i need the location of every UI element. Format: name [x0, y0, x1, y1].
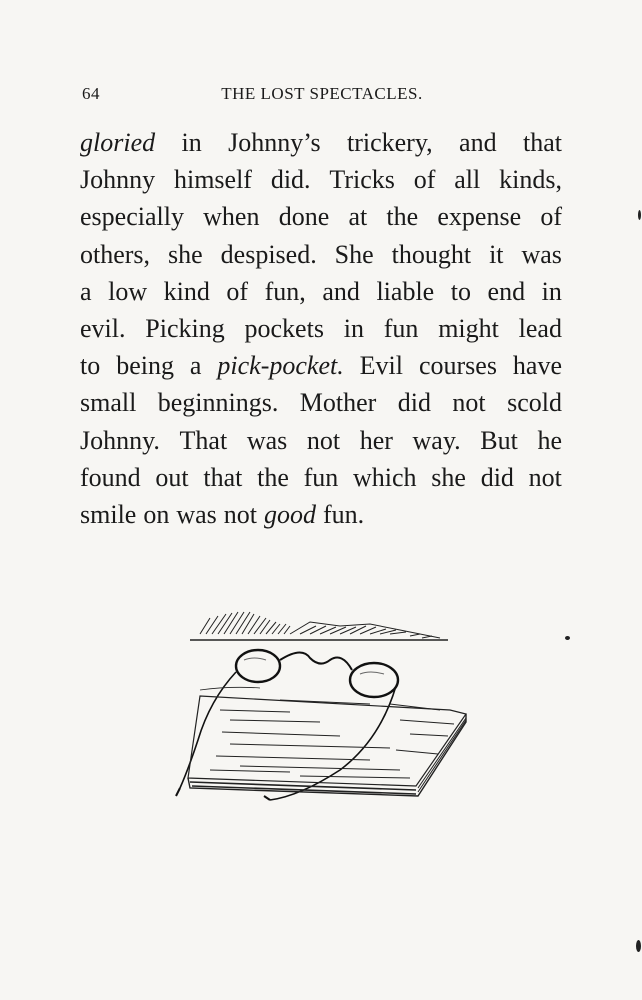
word: found: [80, 462, 141, 492]
body-text: [80, 124, 562, 533]
word: kind: [163, 276, 210, 306]
word: not: [452, 388, 486, 418]
word: thought: [391, 239, 472, 269]
book: [188, 687, 466, 796]
word: despised.: [220, 239, 317, 269]
page-number: 64: [82, 84, 100, 103]
text-line: [80, 236, 562, 273]
word: the: [257, 462, 289, 492]
ink-speck: [565, 636, 570, 640]
word: fun: [383, 314, 419, 344]
ink-speck: [636, 940, 641, 952]
text-line: [80, 496, 562, 533]
text-line: [80, 198, 562, 235]
text-line: [80, 422, 562, 459]
text-line: [80, 310, 562, 347]
word: in: [541, 276, 562, 306]
word: done: [278, 202, 330, 232]
word: fun: [303, 462, 339, 492]
word: of: [413, 165, 436, 195]
word: a: [189, 351, 202, 381]
word: might: [438, 314, 499, 344]
word: trickery,: [346, 128, 433, 157]
shadow-hatching: [190, 612, 448, 640]
word: himself: [173, 165, 252, 195]
word: Mother: [299, 388, 377, 418]
word: kinds,: [499, 165, 562, 195]
word: at: [348, 202, 368, 232]
word: good: [264, 500, 317, 530]
word: not: [306, 425, 341, 455]
word: end: [487, 276, 526, 306]
word: that: [203, 462, 243, 492]
word: he: [537, 425, 562, 455]
word: low: [108, 276, 148, 306]
word: smile: [80, 500, 137, 530]
word: a: [80, 276, 92, 306]
word: scold: [507, 388, 562, 418]
word: that: [522, 128, 562, 157]
word: being: [116, 351, 174, 381]
text-line: [80, 459, 562, 496]
word: others,: [80, 239, 151, 269]
word: Johnny’s: [228, 128, 321, 157]
text-line: [80, 347, 562, 384]
ink-speck: [638, 210, 641, 220]
word: She: [334, 239, 374, 269]
word: did.: [270, 165, 311, 195]
text-line: [80, 384, 562, 421]
word: was: [521, 239, 562, 269]
word: That: [179, 425, 228, 455]
word: expense: [437, 202, 522, 232]
word: liable: [376, 276, 435, 306]
word: evil.: [80, 314, 126, 344]
word: not: [223, 500, 258, 530]
text-line: [80, 161, 562, 198]
word: small: [80, 388, 137, 418]
word: on: [143, 500, 170, 530]
word: her: [359, 425, 393, 455]
word: of: [540, 202, 562, 232]
word: pick-pocket.: [217, 351, 344, 381]
word: all: [454, 165, 481, 195]
spectacles-on-book-illustration: [170, 600, 470, 810]
word: in: [181, 128, 202, 157]
word: pockets: [244, 314, 324, 344]
word: gloried: [80, 128, 156, 157]
word: beginnings.: [157, 388, 279, 418]
word: Tricks: [329, 165, 395, 195]
word: of: [226, 276, 249, 306]
word: she: [431, 462, 466, 492]
word: courses: [418, 351, 497, 381]
word: to: [450, 276, 471, 306]
word: the: [386, 202, 419, 232]
word: especially: [80, 202, 184, 232]
word: have: [512, 351, 562, 381]
word: it: [489, 239, 504, 269]
word: when: [203, 202, 260, 232]
word: not: [528, 462, 562, 492]
word: was: [176, 500, 217, 530]
word: fun.: [323, 500, 365, 530]
word: lead: [518, 314, 562, 344]
word: Johnny: [80, 165, 156, 195]
word: did: [480, 462, 514, 492]
word: and: [322, 276, 360, 306]
word: did: [397, 388, 431, 418]
page-header: [82, 84, 562, 108]
word: way.: [412, 425, 461, 455]
text-line: [80, 273, 562, 310]
word: Picking: [145, 314, 225, 344]
word: and: [459, 128, 497, 157]
running-title: THE LOST SPECTACLES.: [221, 84, 423, 103]
word: which: [353, 462, 417, 492]
word: Evil: [359, 351, 404, 381]
word: But: [480, 425, 518, 455]
word: fun,: [264, 276, 306, 306]
word: Johnny.: [80, 425, 160, 455]
word: to: [80, 351, 101, 381]
word: in: [343, 314, 364, 344]
word: out: [155, 462, 189, 492]
word: she: [168, 239, 203, 269]
text-line: [80, 124, 562, 161]
word: was: [246, 425, 288, 455]
